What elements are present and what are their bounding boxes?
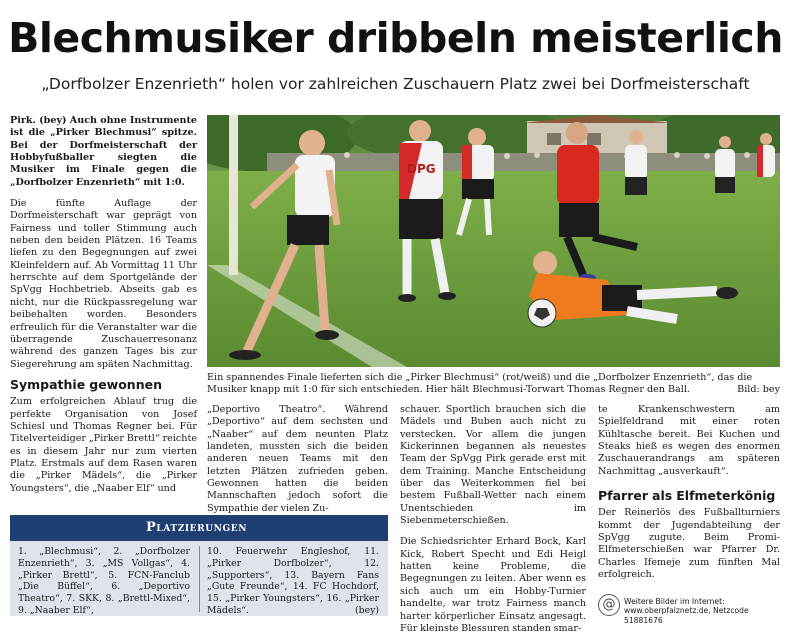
caption-text: Ein spannendes Finale lieferten sich die „Pirker Blechmusi“ (rot/weiß) und die „Dorfbolzer Enzenrieth“, das die Musiker knapp mit 1:0 für sich entschieden. Hier hält Blechmusi-Torwart Thomas Regner den Ball. <box>207 372 753 396</box>
placements-credit: (bey) <box>355 604 379 616</box>
article-column-2 <box>207 404 388 515</box>
section-heading-sympathie: Sympathie gewonnen <box>10 376 162 392</box>
article-paragraph: Der Reinerlös des Fußballturniers kommt der Jugendabteilung der SpVgg zugute. Beim Promi-Elfmeterschießen war Pfarrer Dr. Charles Ifemeje zum fünften Mal erfolgreich. <box>598 507 780 581</box>
online-footer <box>598 594 780 625</box>
article-lead: Pirk. (bey) Auch ohne Instrumente ist die „Pirker Blechmusi“ spitze. Bei der Dorfmeisterschaft der Hobbyfußballer siegten die Musiker im Finale gegen die „Dorfbolzer Enzenrieth“ mit 1:0. <box>10 115 197 188</box>
placements-title: Platzierungen <box>10 515 388 541</box>
footer-line-1: Weitere Bilder im Internet: <box>624 597 725 606</box>
footer-text <box>624 597 780 625</box>
section-heading-pfarrer: Pfarrer als Elfmeterkönig <box>598 488 776 504</box>
photo-caption <box>207 372 780 397</box>
placements-box <box>10 515 388 616</box>
article-paragraph: schauer. Sportlich brauchen sich die Mädels und Buben auch nicht zu verstecken. Vor allem die jungen Kickerinnen begannen als neuestes Team der SpVgg Pirk gerade erst mit dem Training. Manche Entscheidung über das Weiterkommen fiel bei bestem Fußball-Wetter nach einem Unentschieden im Siebenmeterschießen. <box>400 404 586 527</box>
article-column-1 <box>10 115 197 495</box>
article-paragraph: Die fünfte Auflage der Dorfmeisterschaft war geprägt von Fairness und toller Stimmung auch neben den beiden Plätzen. 16 Teams liefen zu den Begegnungen auf zwei Kleinfeldern auf. Ab Vormittag 11 Uhr herrschte auf dem Sportgelände der SpVgg Hochbetrieb. Abseits gab es nicht, nur die Rückpassregelung war beibehalten worden. Besonders erfreulich für die Veranstalter war die überragende Zuschauerresonanz während des ganzen Tages bis zur Siegerehrung am späten Nachmittag. <box>10 198 197 370</box>
article-paragraph: Zum erfolgreichen Ablauf trug die perfekte Organisation von Josef Schiesl und Thomas Regner bei. Für Titelverteidiger „Pirker Brettl“ reichte es in diesem Jahr nur zum vierten Platz. Erstmals auf dem Rasen waren die „Pirker Mädels“, die „Pirker Youngsters“, die „Naaber Elf“ und <box>10 396 197 494</box>
shirt-text: DPG <box>407 162 436 176</box>
placements-left: 1. „Blechmusi“, 2. „Dorfbolzer Enzenrieth“, 3. „MS Vollgas“, 4. „Pirker Brettl“, 5. FCN-Fanclub „Die Büffel“, 6. „Deportivo Theatro“, 7. SKK, 8. „Brettl-Mixed“, 9. „Naaber Elf“, <box>18 546 190 616</box>
placements-right <box>207 546 379 617</box>
placements-divider <box>199 546 200 612</box>
at-icon: @ <box>598 594 620 616</box>
footer-line-2[interactable]: www.oberpfalznetz.de, Netzcode 51881676 <box>624 606 749 625</box>
photo-illustration <box>207 115 780 367</box>
article-paragraph: „Deportivo Theatro“. Während „Deportivo“ auf dem sechsten und „Naaber“ auf dem neunten Platz landeten, mussten sich die beiden anderen neuen Teams mit den letzten Plätzen zufrieden geben. Gewonnen hatten die beiden Mannschaften jedoch sofort die Sympathie der vielen Zu- <box>207 404 388 514</box>
article-paragraph: te Krankenschwestern am Spielfeldrand mit einer roten Kühltasche bereit. Bei Kuchen und Steaks hieß es wegen des enormen Zuschauerandrangs am späteren Nachmittag „ausverkauft“. <box>598 404 780 477</box>
match-photo <box>207 115 780 367</box>
placements-right-text: 10. Feuerwehr Engleshof, 11. „Pirker Dorfbolzer“, 12. „Supporters“, 13. Bayern Fans „Gute Freunde“, 14. FC Hochdorf, 15. „Pirker Youngsters“, 16. „Pirker Mädels“. <box>207 546 379 616</box>
article-paragraph: Die Schiedsrichter Erhard Bock, Karl Kick, Robert Specht und Edi Heigl hatten keine Probleme, die Begegnungen zu leiten. Aber wenn es sich auch um ein Hobby-Turnier handelte, war trotz Fairness manch harter körperlicher Einsatz angesagt. Für kleinste Blessuren standen smar- <box>400 536 586 634</box>
subheadline: „Dorfbolzer Enzenrieth“ holen vor zahlreichen Zuschauern Platz zwei bei Dorfmeisterschaft <box>41 75 750 93</box>
article-column-4 <box>598 404 780 581</box>
photo-credit: Bild: bey <box>737 384 780 396</box>
article-column-3 <box>400 404 586 635</box>
headline: Blechmusiker dribbeln meisterlich <box>8 14 783 62</box>
